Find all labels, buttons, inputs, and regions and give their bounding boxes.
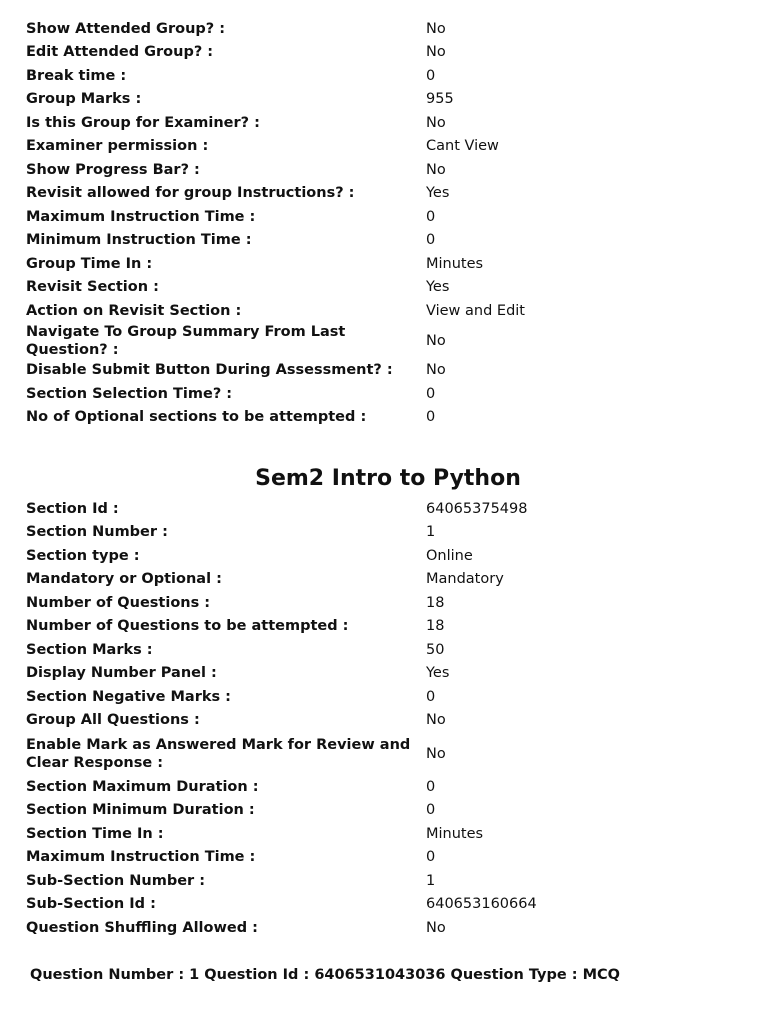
field-label: Section Time In :: [26, 825, 164, 842]
table-row: [26, 497, 586, 521]
field-value: Yes: [426, 665, 450, 682]
field-label: Edit Attended Group? :: [26, 44, 214, 61]
field-value: 18: [426, 594, 445, 611]
field-value: 0: [426, 385, 436, 402]
field-label: Section Minimum Duration :: [26, 802, 255, 819]
field-label: Display Number Panel :: [26, 665, 217, 682]
field-label: Minimum Instruction Time :: [26, 232, 252, 249]
table-row: [26, 323, 586, 359]
field-label: Section type :: [26, 547, 140, 564]
table-row: [26, 521, 586, 545]
field-label: Examiner permission :: [26, 138, 209, 155]
field-label: Question Shuffling Allowed :: [26, 919, 258, 936]
field-value: No: [426, 161, 446, 178]
table-row: [26, 252, 586, 276]
field-value: 0: [426, 849, 436, 866]
field-value: Minutes: [426, 825, 484, 842]
field-value: No: [426, 745, 446, 762]
field-label: Show Progress Bar? :: [26, 161, 200, 178]
field-label: Break time :: [26, 67, 127, 84]
field-value: Yes: [426, 279, 450, 296]
field-label: Section Selection Time? :: [26, 385, 233, 402]
field-value: No: [426, 332, 446, 349]
field-value: Minutes: [426, 255, 484, 272]
table-row: [26, 685, 586, 709]
table-row: [26, 638, 586, 662]
field-value: No: [426, 44, 446, 61]
field-label: Enable Mark as Answered Mark for Review and Clear Response :: [26, 736, 411, 771]
field-label: Maximum Instruction Time :: [26, 208, 256, 225]
field-value: 0: [426, 778, 436, 795]
field-value: 1: [426, 524, 436, 541]
field-value: 0: [426, 409, 436, 426]
table-row: [26, 17, 586, 41]
table-row: [26, 709, 586, 733]
field-value: Online: [426, 547, 473, 564]
field-value: 955: [426, 91, 454, 108]
table-row: [26, 382, 586, 406]
field-value: 0: [426, 802, 436, 819]
field-value: 18: [426, 618, 445, 635]
field-value: 0: [426, 232, 436, 249]
field-label: Number of Questions :: [26, 594, 211, 611]
field-label: Maximum Instruction Time :: [26, 849, 256, 866]
field-label: Revisit Section :: [26, 279, 159, 296]
table-row: [26, 276, 586, 300]
field-value: 0: [426, 67, 436, 84]
field-value: 0: [426, 208, 436, 225]
field-label: Group Marks :: [26, 91, 142, 108]
field-value: 0: [426, 688, 436, 705]
table-row: [26, 799, 586, 823]
table-row: [26, 869, 586, 893]
table-row: [26, 182, 586, 206]
table-row: [26, 893, 586, 917]
table-row: [26, 205, 586, 229]
table-row: [26, 775, 586, 799]
field-value: No: [426, 712, 446, 729]
table-row: [26, 41, 586, 65]
field-label: Section Id :: [26, 500, 119, 517]
table-row: [26, 662, 586, 686]
table-row: [26, 88, 586, 112]
table-row: [26, 822, 586, 846]
field-label: Is this Group for Examiner? :: [26, 114, 260, 131]
field-value: No: [426, 362, 446, 379]
field-label: Navigate To Group Summary From Last Question? :: [26, 323, 346, 358]
group-settings-table: [26, 17, 586, 429]
table-row: [26, 568, 586, 592]
question-header: Question Number : 1 Question Id : 6406531043036 Question Type : MCQ: [30, 967, 621, 983]
field-value: Yes: [426, 185, 450, 202]
field-label: No of Optional sections to be attempted :: [26, 409, 367, 426]
field-label: Mandatory or Optional :: [26, 571, 222, 588]
field-value: No: [426, 20, 446, 37]
field-value: No: [426, 919, 446, 936]
field-label: Sub-Section Number :: [26, 872, 206, 889]
field-value: No: [426, 114, 446, 131]
field-value: 640653160664: [426, 896, 537, 913]
table-row: [26, 111, 586, 135]
field-label: Section Number :: [26, 524, 168, 541]
table-row: [26, 916, 586, 940]
field-label: Sub-Section Id :: [26, 896, 156, 913]
field-label: Group Time In :: [26, 255, 153, 272]
table-row: [26, 299, 586, 323]
table-row: [26, 406, 586, 430]
field-label: Group All Questions :: [26, 712, 200, 729]
table-row: [26, 229, 586, 253]
section-title: Sem2 Intro to Python: [255, 466, 521, 491]
table-row: [26, 544, 586, 568]
table-row: [26, 846, 586, 870]
field-label: Disable Submit Button During Assessment? :: [26, 362, 393, 379]
field-value: 64065375498: [426, 500, 528, 517]
field-label: Section Negative Marks :: [26, 688, 231, 705]
field-label: Action on Revisit Section :: [26, 302, 242, 319]
field-label: Number of Questions to be attempted :: [26, 618, 349, 635]
table-row: [26, 732, 586, 775]
field-label: Section Marks :: [26, 641, 153, 658]
field-label: Show Attended Group? :: [26, 20, 226, 37]
table-row: [26, 64, 586, 88]
field-value: Cant View: [426, 138, 499, 155]
table-row: [26, 615, 586, 639]
table-row: [26, 359, 586, 383]
field-value: 1: [426, 872, 436, 889]
field-value: View and Edit: [426, 302, 525, 319]
field-label: Section Maximum Duration :: [26, 778, 259, 795]
table-row: [26, 158, 586, 182]
field-value: Mandatory: [426, 571, 504, 588]
table-row: [26, 591, 586, 615]
field-label: Revisit allowed for group Instructions? :: [26, 185, 355, 202]
field-value: 50: [426, 641, 445, 658]
table-row: [26, 135, 586, 159]
section-settings-table: [26, 497, 586, 940]
